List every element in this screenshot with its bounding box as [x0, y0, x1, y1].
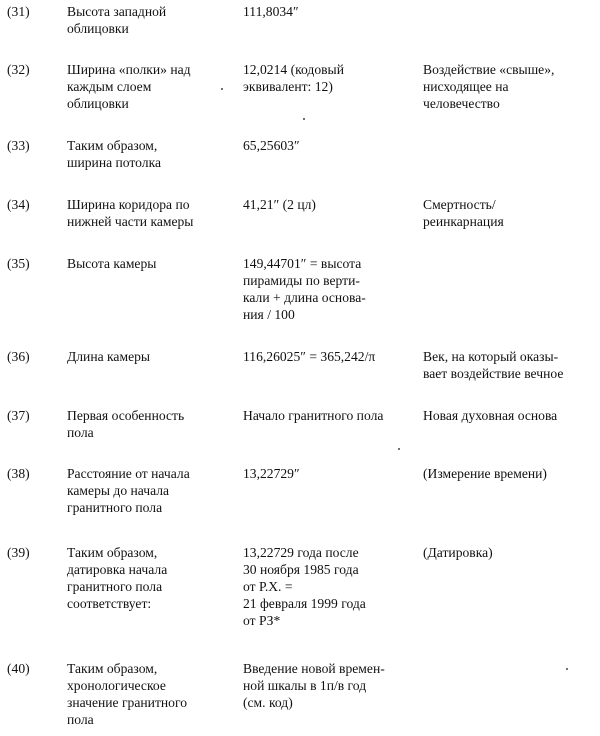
entry-value: Начало гранитного пола [243, 408, 384, 423]
entry-number: (37) [7, 408, 30, 423]
entry-interpretation: (Измерение времени) [423, 466, 547, 481]
entry-description: Таким образом, хронологическое значение гранитного пола [67, 661, 187, 727]
entry-description: Высота западной облицовки [67, 4, 167, 36]
entry-number: (36) [7, 349, 30, 364]
entry-description: Расстояние от начала камеры до начала гранитного пола [67, 466, 190, 515]
entry-number: (31) [7, 4, 30, 19]
entry-number: (39) [7, 545, 30, 560]
entry-interpretation: Смертность/ реинкарнация [423, 197, 504, 229]
entry-interpretation: Век, на который оказы- вает воздействие вечное [423, 349, 564, 381]
entry-number: (32) [7, 62, 30, 77]
entry-interpretation: Новая духовная основа [423, 408, 558, 423]
entry-value: Введение новой времен- ной шкалы в 1п/в год (см. код) [243, 661, 385, 710]
entry-number: (40) [7, 661, 30, 676]
entry-value: 149,44701″ = высота пирамиды по верти- кали + длина основа- ния / 100 [243, 256, 366, 322]
entry-description: Таким образом, ширина потолка [67, 138, 162, 170]
entry-description: Ширина «полки» над каждым слоем облицовки [67, 62, 191, 111]
entry-interpretation: Воздействие «свыше», нисходящее на человечество [423, 62, 555, 111]
entry-description: Таким образом, датировка начала гранитного пола соответствует: [67, 545, 168, 611]
scan-speck [566, 668, 568, 670]
entry-number: (33) [7, 138, 30, 153]
entry-value: 12,0214 (кодовый эквивалент: 12) [243, 62, 344, 94]
scan-speck [303, 118, 305, 120]
entry-value: 111,8034″ [243, 4, 299, 19]
scan-speck [221, 88, 223, 90]
entry-number: (38) [7, 466, 30, 481]
scan-speck [398, 448, 400, 450]
entry-value: 116,26025″ = 365,242/π [243, 349, 376, 364]
entry-interpretation: (Датировка) [423, 545, 493, 560]
entry-number: (35) [7, 256, 30, 271]
entry-description: Первая особенность пола [67, 408, 185, 440]
entry-value: 13,22729″ [243, 466, 300, 481]
entry-description: Длина камеры [67, 349, 151, 364]
entry-value: 65,25603″ [243, 138, 300, 153]
entry-number: (34) [7, 197, 30, 212]
entry-value: 13,22729 года после 30 ноября 1985 года от Р.Х. = 21 февраля 1999 года от РЗ* [243, 545, 366, 628]
entry-description: Высота камеры [67, 256, 157, 271]
entry-description: Ширина коридора по нижней части камеры [67, 197, 194, 229]
entry-value: 41,21″ (2 цл) [243, 197, 316, 212]
